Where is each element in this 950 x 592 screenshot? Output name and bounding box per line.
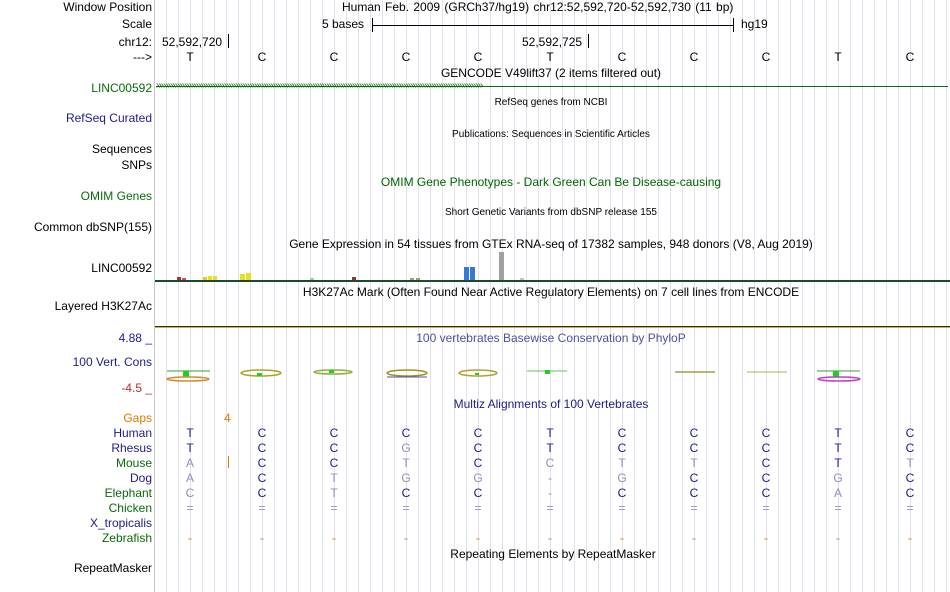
aligned-base: A: [833, 486, 843, 500]
reference-base: T: [834, 50, 842, 64]
aligned-base: -: [548, 531, 552, 545]
gencode-gene-feature[interactable]: [156, 80, 948, 92]
scale-value: 5 bases: [322, 17, 365, 31]
aligned-base: =: [186, 501, 194, 515]
aligned-base: C: [257, 486, 267, 500]
aligned-base: =: [906, 501, 914, 515]
aligned-base: C: [905, 441, 915, 455]
refseq-track-label[interactable]: RefSeq Curated: [65, 111, 152, 125]
aligned-base: -: [188, 531, 192, 545]
gtex-track-title[interactable]: Gene Expression in 54 tissues from GTEx RNA-seq of 17382 samples, 948 donors (V8, Aug 2019): [289, 237, 813, 251]
scale-bar: [372, 25, 734, 26]
aligned-base: T: [186, 441, 194, 455]
multiz-track-title[interactable]: Multiz Alignments of 100 Vertebrates: [453, 397, 649, 411]
aligned-base: =: [762, 501, 770, 515]
aligned-base: C: [257, 426, 267, 440]
aligned-base: C: [473, 486, 483, 500]
aligned-base: T: [546, 441, 554, 455]
aligned-base: C: [257, 441, 267, 455]
aligned-base: C: [185, 486, 195, 500]
omim-track-title[interactable]: OMIM Gene Phenotypes - Dark Green Can Be Disease-causing: [380, 175, 722, 189]
species-label[interactable]: Dog: [129, 471, 152, 485]
aligned-base: -: [908, 531, 912, 545]
aligned-base: T: [618, 456, 626, 470]
species-label[interactable]: X_tropicalis: [89, 516, 152, 530]
aligned-base: C: [473, 441, 483, 455]
aligned-base: -: [692, 531, 696, 545]
aligned-base: C: [761, 471, 771, 485]
aligned-base: =: [402, 501, 410, 515]
refseq-track-title[interactable]: RefSeq genes from NCBI: [494, 97, 608, 108]
aligned-base: -: [332, 531, 336, 545]
aligned-base: C: [329, 456, 339, 470]
reference-base: C: [761, 50, 771, 64]
pubs-snps-label[interactable]: SNPs: [121, 158, 152, 172]
species-label[interactable]: Chicken: [108, 501, 152, 515]
aligned-base: C: [545, 456, 555, 470]
aligned-base: C: [905, 426, 915, 440]
species-label[interactable]: Zebrafish: [101, 531, 152, 545]
aligned-base: C: [689, 426, 699, 440]
aligned-base: -: [836, 531, 840, 545]
aligned-base: G: [617, 471, 627, 485]
aligned-base: G: [401, 441, 411, 455]
phylop-glyph: [241, 370, 281, 376]
aligned-base: =: [474, 501, 482, 515]
aligned-base: T: [186, 426, 194, 440]
aligned-base: C: [257, 471, 267, 485]
phylop-glyph: [459, 370, 497, 376]
gtex-bar: [246, 273, 251, 280]
aligned-base: T: [330, 471, 338, 485]
aligned-base: C: [905, 486, 915, 500]
gtex-track-label[interactable]: LINC00592: [91, 261, 152, 275]
aligned-base: -: [404, 531, 408, 545]
omim-track-label[interactable]: OMIM Genes: [80, 189, 152, 203]
reference-base: C: [401, 50, 411, 64]
aligned-base: C: [761, 441, 771, 455]
window-position-label: Window Position: [63, 0, 152, 14]
pubs-track-title[interactable]: Publications: Sequences in Scientific Articles: [452, 129, 650, 140]
gene-line: [156, 86, 948, 87]
aligned-base: G: [401, 471, 411, 485]
aligned-base: -: [548, 486, 552, 500]
label-column-separator: [154, 0, 155, 592]
aligned-base: C: [689, 486, 699, 500]
aligned-base: C: [617, 426, 627, 440]
h3k27ac-track-title[interactable]: H3K27Ac Mark (Often Found Near Active Regulatory Elements) on 7 cell lines from ENCODE: [302, 285, 800, 299]
aligned-base: C: [689, 471, 699, 485]
reference-base: C: [689, 50, 699, 64]
aligned-base: G: [473, 471, 483, 485]
aligned-base: C: [617, 441, 627, 455]
dbsnp-track-label[interactable]: Common dbSNP(155): [33, 220, 152, 234]
reference-base: C: [329, 50, 339, 64]
gtex-bar: [470, 267, 475, 280]
phylop-max: 4.88 _: [118, 331, 152, 345]
phylop-glyph: [167, 371, 210, 381]
reference-base: C: [257, 50, 267, 64]
aligned-base: T: [546, 426, 554, 440]
position-mid-tick: [588, 34, 589, 48]
aligned-base: C: [401, 426, 411, 440]
aligned-base: -: [764, 531, 768, 545]
aligned-base: A: [185, 471, 195, 485]
reference-base: C: [617, 50, 627, 64]
aligned-base: =: [834, 501, 842, 515]
scale-db: hg19: [741, 17, 768, 31]
position-left-tick: [228, 34, 229, 48]
aligned-base: T: [906, 456, 914, 470]
scale-bar-right-tick: [733, 18, 734, 32]
chrom-label: chr12:: [118, 35, 152, 49]
aligned-base: =: [618, 501, 626, 515]
aligned-base: C: [257, 456, 267, 470]
aligned-base: A: [185, 456, 195, 470]
reference-base: T: [186, 50, 194, 64]
aligned-base: T: [834, 426, 842, 440]
scale-label: Scale: [121, 17, 152, 31]
phylop-glyph: [817, 371, 860, 381]
aligned-base: -: [620, 531, 624, 545]
dbsnp-track-title[interactable]: Short Genetic Variants from dbSNP release 155: [445, 207, 657, 218]
position-mid: 52,592,725: [522, 35, 583, 49]
aligned-base: C: [689, 441, 699, 455]
aligned-base: G: [833, 471, 843, 485]
window-position-value[interactable]: Human Feb. 2009 (GRCh37/hg19) chr12:52,592,720-52,592,730 (11 bp): [342, 0, 734, 14]
gencode-track-label[interactable]: LINC00592: [91, 81, 152, 95]
gaps-label: Gaps: [123, 411, 152, 425]
reference-base: T: [546, 50, 554, 64]
insertion-marker: [228, 456, 229, 468]
aligned-base: T: [330, 486, 338, 500]
aligned-base: =: [690, 501, 698, 515]
species-label[interactable]: Rhesus: [111, 441, 152, 455]
aligned-base: =: [258, 501, 266, 515]
pubs-sequences-label[interactable]: Sequences: [91, 142, 152, 156]
phylop-glyph: [527, 370, 567, 374]
rmsk-track-label[interactable]: RepeatMasker: [73, 561, 152, 575]
gtex-bar: [499, 252, 504, 280]
rmsk-track-title[interactable]: Repeating Elements by RepeatMasker: [450, 547, 656, 561]
aligned-base: C: [401, 486, 411, 500]
strand-label: --->: [133, 50, 152, 64]
aligned-base: C: [329, 426, 339, 440]
species-label[interactable]: Elephant: [104, 486, 152, 500]
aligned-base: T: [402, 456, 410, 470]
aligned-base: T: [834, 441, 842, 455]
phylop-track-label[interactable]: 100 Vert. Cons: [72, 355, 152, 369]
phylop-glyph: [387, 370, 427, 377]
phylop-min: -4.5 _: [121, 381, 152, 395]
aligned-base: -: [260, 531, 264, 545]
h3k27ac-baseline-bottom: [155, 327, 950, 328]
gtex-bar: [464, 267, 469, 280]
aligned-base: C: [761, 456, 771, 470]
position-left: 52,592,720: [162, 35, 223, 49]
aligned-base: =: [330, 501, 338, 515]
h3k27ac-track-label[interactable]: Layered H3K27Ac: [54, 299, 152, 313]
aligned-base: C: [905, 471, 915, 485]
phylop-conservation-plot[interactable]: [155, 360, 950, 386]
aligned-base: C: [617, 486, 627, 500]
aligned-base: T: [690, 456, 698, 470]
aligned-base: -: [476, 531, 480, 545]
aligned-base: =: [546, 501, 554, 515]
aligned-base: C: [761, 486, 771, 500]
aligned-base: T: [834, 456, 842, 470]
reference-base: C: [905, 50, 915, 64]
gaps-value: 4: [224, 411, 231, 425]
species-label[interactable]: Mouse: [115, 456, 152, 470]
aligned-base: C: [473, 456, 483, 470]
aligned-base: C: [761, 426, 771, 440]
aligned-base: C: [329, 441, 339, 455]
aligned-base: -: [548, 471, 552, 485]
aligned-base: C: [473, 426, 483, 440]
gencode-track-title[interactable]: GENCODE V49lift37 (2 items filtered out): [440, 66, 662, 80]
phylop-track-title[interactable]: 100 vertebrates Basewise Conservation by PhyloP: [416, 331, 686, 345]
gtex-baseline: [155, 280, 950, 282]
phylop-glyph: [314, 370, 352, 374]
species-label[interactable]: Human: [113, 426, 152, 440]
reference-base: C: [473, 50, 483, 64]
